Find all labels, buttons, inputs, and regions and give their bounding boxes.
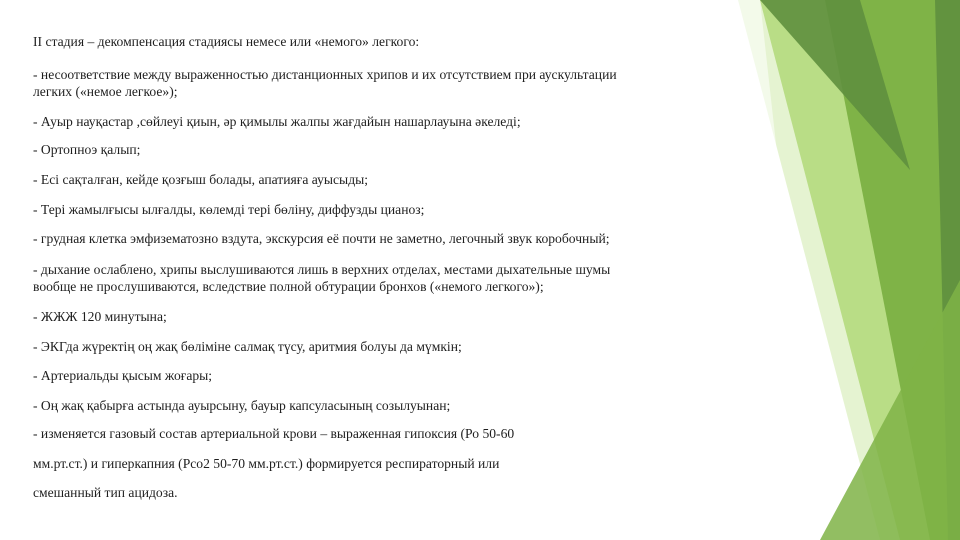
bullet-line: - ЖЖЖ 120 минутына; bbox=[33, 309, 167, 324]
bullet-line: - Артериальды қысым жоғары; bbox=[33, 368, 213, 383]
bullet-line: вообще не прослушиваются, вследствие полной обтурации бронхов («немого легкого»); bbox=[33, 279, 544, 294]
bullet-line: - дыхание ослаблено, хрипы выслушиваются лишь в верхних отделах, местами дыхательные шумы bbox=[33, 262, 611, 277]
bullet-line: - несоответствие между выраженностью дистанционных хрипов и их отсутствием при аускультации bbox=[33, 67, 617, 82]
bullet-line: - грудная клетка эмфизематозно вздута, экскурсия её почти не заметно, легочный звук коробочный; bbox=[33, 231, 610, 246]
bullet-line: мм.рт.ст.) и гиперкапния (Рсо2 50-70 мм.рт.ст.) формируется респираторный или bbox=[33, 456, 500, 471]
bullet-line: - Ортопноэ қалып; bbox=[33, 142, 141, 157]
bullet-line: легких («немое легкое»); bbox=[33, 84, 178, 99]
bullet-line: - Есі сақталған, кейде қозғыш болады, апатияға ауысыды; bbox=[33, 172, 369, 187]
bullet-line: - ЭКГда жүректің оң жақ бөліміне салмақ түсу, аритмия болуы да мүмкін; bbox=[33, 339, 462, 354]
heading-line: II стадия – декомпенсация стадиясы немесе или «немого» легкого: bbox=[33, 34, 420, 49]
bullet-line: - Ауыр науқастар ,сөйлеуі қиын, әр қимылы жалпы жағдайын нашарлауына әкеледі; bbox=[33, 114, 521, 129]
bullet-line: смешанный тип ацидоза. bbox=[33, 485, 178, 500]
bullet-line: - Оң жақ қабырға астында ауырсыну, бауыр капсуласының созылуынан; bbox=[33, 398, 451, 413]
bullet-line: - Тері жамылғысы ылғалды, көлемді тері бөліну, диффузды цианоз; bbox=[33, 202, 425, 217]
bullet-line: - изменяется газовый состав артериальной крови – выраженная гипоксия (Ро 50-60 bbox=[33, 426, 515, 441]
